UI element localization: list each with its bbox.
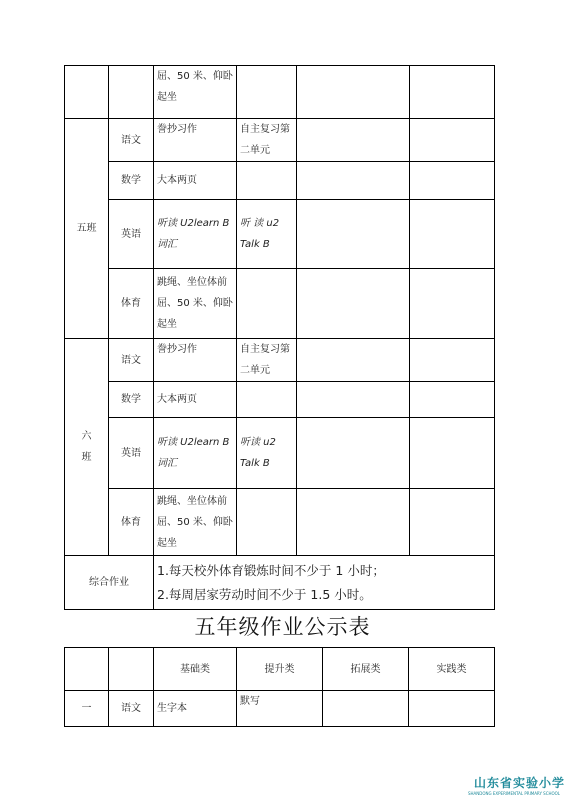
top-homework-table (64, 65, 495, 610)
school-logo-text: 山东省实验小学 (474, 776, 565, 790)
improve-math (237, 162, 297, 200)
class-cell-cont (65, 66, 109, 119)
basic-pe: 跳绳、坐位体前屈、50 米、仰卧起坐 (154, 489, 237, 556)
comprehensive-line-2: 2.每周居家劳动时间不少于 1.5 小时。 (157, 586, 372, 602)
header-extend: 拓展类 (323, 648, 409, 691)
improve-chinese: 自主复习第二单元 (237, 339, 297, 382)
comprehensive-line-1: 1.每天校外体育锻炼时间不少于 1 小时； (157, 562, 385, 578)
improve-english: 听读 u2 Talk B (237, 418, 297, 489)
improve-chinese: 自主复习第二单元 (237, 119, 297, 162)
improve-math (237, 382, 297, 418)
subject-chinese: 语文 (109, 119, 154, 162)
improve-english: 听 读 u2 Talk B (237, 200, 297, 269)
basic-chinese: 生字本 (154, 691, 237, 727)
header-improve: 提升类 (237, 648, 323, 691)
page-title: 五年级作业公示表 (194, 615, 371, 639)
improve-pe (237, 489, 297, 556)
subject-pe: 体育 (109, 489, 154, 556)
class-label-6 (65, 339, 109, 556)
subject-chinese: 语文 (109, 691, 154, 727)
header-practice: 实践类 (409, 648, 495, 691)
subject-chinese: 语文 (109, 339, 154, 382)
class-label-6-line2: 班 (81, 452, 92, 463)
class-label-6-line1: 六 (81, 431, 92, 442)
subject-pe: 体育 (109, 269, 154, 339)
basic-chinese: 誊抄习作 (154, 339, 237, 382)
class-label-5: 五班 (65, 119, 109, 339)
pe-cont-basic: 屈、50 米、仰卧起坐 (154, 66, 237, 119)
grade5-homework-table (64, 647, 495, 727)
class-label-1: 一 (65, 691, 109, 727)
basic-math: 大本两页 (154, 382, 237, 418)
improve-pe (237, 269, 297, 339)
basic-math: 大本两页 (154, 162, 237, 200)
basic-pe: 跳绳、坐位体前屈、50 米、仰卧起坐 (154, 269, 237, 339)
subject-english: 英语 (109, 200, 154, 269)
subject-english: 英语 (109, 418, 154, 489)
basic-english: 听读 U2learn B 词汇 (154, 200, 237, 269)
comprehensive-label: 综合作业 (65, 556, 154, 610)
subject-math: 数学 (109, 162, 154, 200)
header-basic: 基础类 (154, 648, 237, 691)
school-logo-subtext: SHANDONG EXPERIMENTAL PRIMARY SCHOOL (468, 791, 561, 796)
subject-cell-cont (109, 66, 154, 119)
comprehensive-content (154, 556, 495, 610)
basic-chinese: 誊抄习作 (154, 119, 237, 162)
subject-math: 数学 (109, 382, 154, 418)
improve-chinese: 默写 (237, 691, 323, 727)
basic-english: 听读 U2learn B 词汇 (154, 418, 237, 489)
